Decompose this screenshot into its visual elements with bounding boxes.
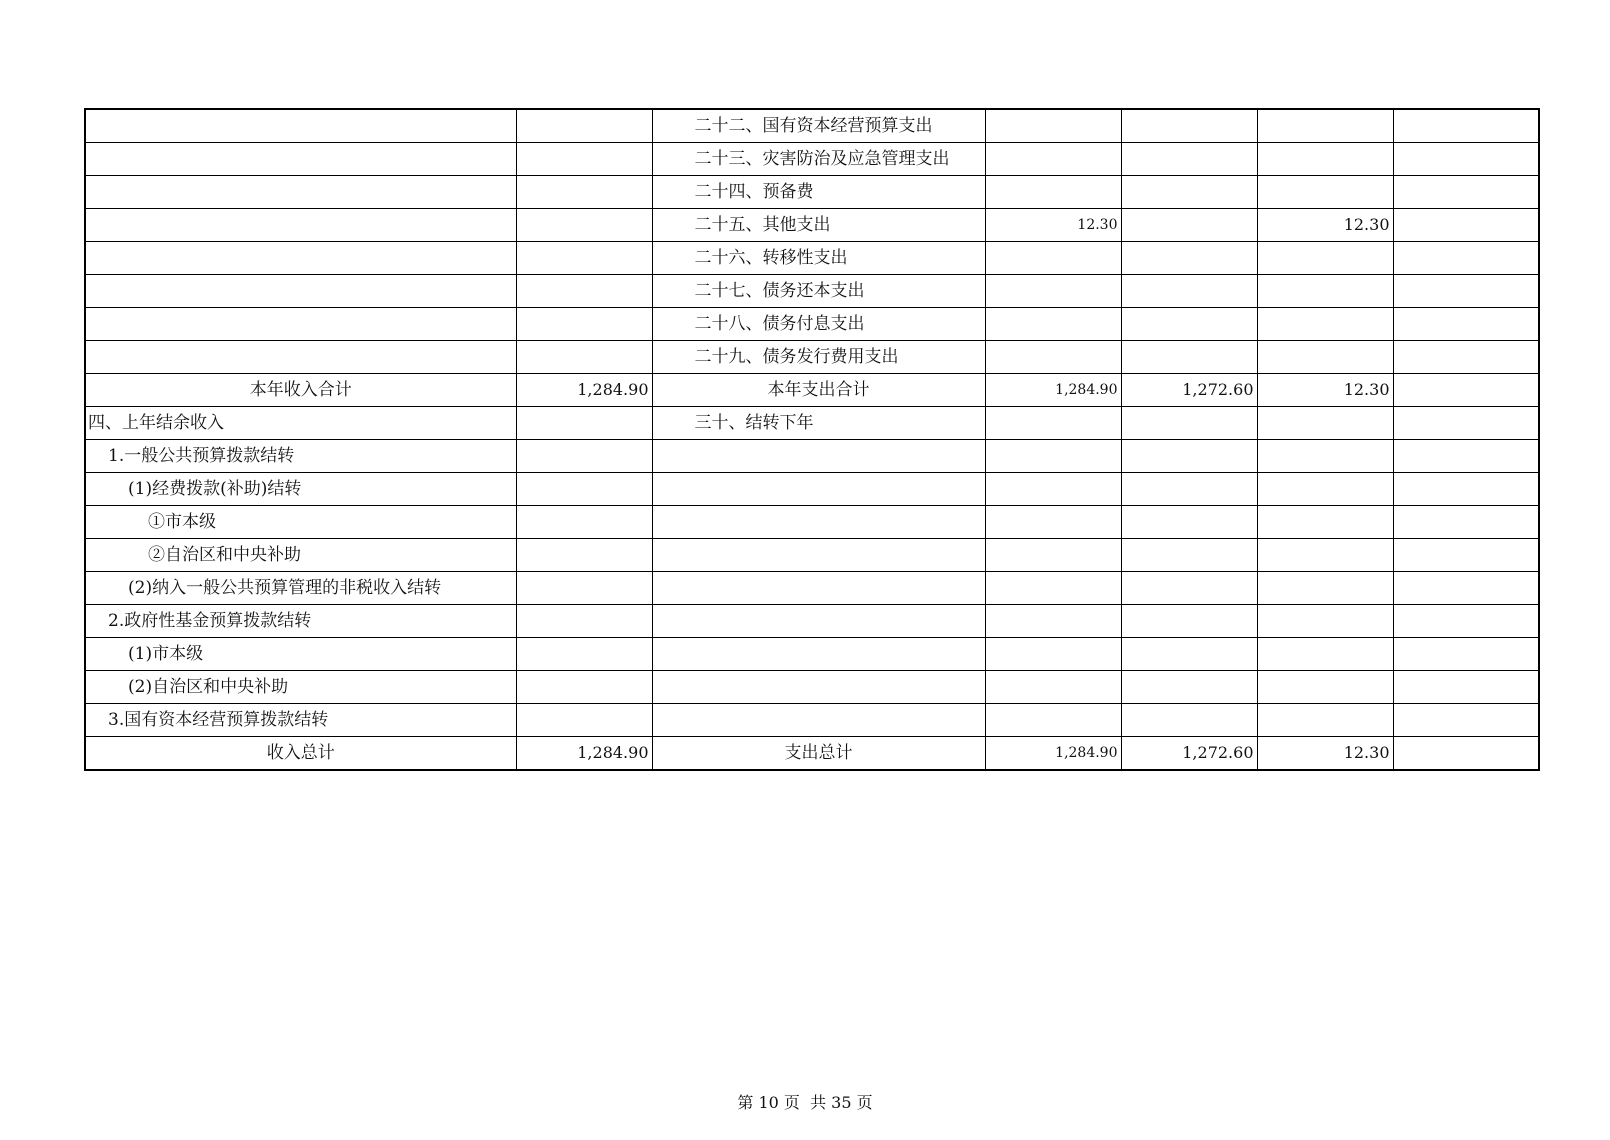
income-item-cell: 2.政府性基金预算拨款结转 [85,605,516,638]
expense-project-cell [1257,407,1393,440]
income-item-cell: ②自治区和中央补助 [85,539,516,572]
expense-basic-cell [1121,176,1257,209]
table-body [85,109,1539,770]
expense-item-cell [652,704,985,737]
expense-project-cell [1257,440,1393,473]
expense-total-cell [985,242,1121,275]
expense-basic-cell [1121,638,1257,671]
table-row [85,440,1539,473]
expense-project-cell [1257,275,1393,308]
expense-project-cell [1257,506,1393,539]
expense-basic-cell [1121,275,1257,308]
income-amount-cell [516,341,652,374]
income-item-cell [85,176,516,209]
income-amount-cell [516,440,652,473]
income-item-cell: 本年收入合计 [85,374,516,407]
expense-basic-cell [1121,308,1257,341]
expense-project-cell [1257,109,1393,143]
expense-other-cell [1393,671,1539,704]
expense-other-cell [1393,341,1539,374]
expense-other-cell [1393,176,1539,209]
income-item-cell: 收入总计 [85,737,516,771]
budget-table [84,108,1540,771]
expense-item-cell [652,605,985,638]
income-amount-cell [516,638,652,671]
expense-other-cell [1393,440,1539,473]
income-amount-cell [516,242,652,275]
expense-item-cell: 二十二、国有资本经营预算支出 [652,109,985,143]
expense-other-cell [1393,109,1539,143]
expense-other-cell [1393,572,1539,605]
expense-basic-cell [1121,242,1257,275]
expense-total-cell [985,605,1121,638]
income-item-cell: 四、上年结余收入 [85,407,516,440]
expense-other-cell [1393,308,1539,341]
expense-total-cell [985,308,1121,341]
expense-other-cell [1393,242,1539,275]
expense-total-cell [985,440,1121,473]
expense-item-cell [652,473,985,506]
expense-other-cell [1393,374,1539,407]
income-amount-cell [516,109,652,143]
income-amount-cell [516,572,652,605]
expense-other-cell [1393,737,1539,771]
expense-item-cell [652,671,985,704]
expense-project-cell [1257,539,1393,572]
income-item-cell: (2)自治区和中央补助 [85,671,516,704]
expense-total-cell [985,407,1121,440]
expense-project-cell: 12.30 [1257,737,1393,771]
expense-item-cell: 支出总计 [652,737,985,771]
income-amount-cell [516,506,652,539]
expense-project-cell [1257,473,1393,506]
expense-item-cell [652,539,985,572]
income-amount-cell [516,209,652,242]
table-row [85,176,1539,209]
table-row [85,671,1539,704]
income-item-cell [85,143,516,176]
income-amount-cell [516,275,652,308]
table-row [85,242,1539,275]
expense-project-cell [1257,242,1393,275]
table-row [85,407,1539,440]
table-row [85,275,1539,308]
income-amount-cell [516,605,652,638]
expense-project-cell [1257,638,1393,671]
expense-other-cell [1393,638,1539,671]
expense-basic-cell [1121,109,1257,143]
expense-total-cell [985,341,1121,374]
income-item-cell [85,308,516,341]
expense-total-cell [985,671,1121,704]
expense-item-cell: 二十六、转移性支出 [652,242,985,275]
expense-basic-cell [1121,572,1257,605]
expense-basic-cell [1121,704,1257,737]
table-row [85,539,1539,572]
expense-total-cell: 12.30 [985,209,1121,242]
expense-total-cell [985,539,1121,572]
income-item-cell: 3.国有资本经营预算拨款结转 [85,704,516,737]
expense-basic-cell [1121,209,1257,242]
income-item-cell [85,275,516,308]
expense-item-cell: 本年支出合计 [652,374,985,407]
income-amount-cell [516,704,652,737]
expense-basic-cell [1121,407,1257,440]
expense-total-cell [985,109,1121,143]
expense-project-cell [1257,572,1393,605]
expense-other-cell [1393,275,1539,308]
expense-item-cell [652,440,985,473]
expense-basic-cell [1121,440,1257,473]
income-amount-cell [516,407,652,440]
income-item-cell [85,242,516,275]
expense-project-cell: 12.30 [1257,374,1393,407]
income-item-cell [85,209,516,242]
expense-other-cell [1393,143,1539,176]
expense-total-cell: 1,284.90 [985,737,1121,771]
expense-total-cell [985,143,1121,176]
income-amount-cell [516,176,652,209]
table-row [85,143,1539,176]
table-row [85,209,1539,242]
expense-item-cell: 二十三、灾害防治及应急管理支出 [652,143,985,176]
expense-basic-cell: 1,272.60 [1121,737,1257,771]
expense-project-cell: 12.30 [1257,209,1393,242]
expense-project-cell [1257,671,1393,704]
expense-total-cell: 1,284.90 [985,374,1121,407]
table-row [85,638,1539,671]
table-row [85,737,1539,771]
expense-other-cell [1393,539,1539,572]
income-item-cell: (2)纳入一般公共预算管理的非税收入结转 [85,572,516,605]
table-row [85,704,1539,737]
income-amount-cell [516,473,652,506]
expense-basic-cell [1121,506,1257,539]
expense-total-cell [985,506,1121,539]
income-item-cell: ①市本级 [85,506,516,539]
expense-project-cell [1257,341,1393,374]
expense-project-cell [1257,704,1393,737]
expense-total-cell [985,275,1121,308]
expense-other-cell [1393,407,1539,440]
table-row [85,473,1539,506]
income-item-cell: (1)市本级 [85,638,516,671]
income-amount-cell [516,539,652,572]
expense-basic-cell [1121,341,1257,374]
expense-item-cell: 二十五、其他支出 [652,209,985,242]
expense-basic-cell [1121,473,1257,506]
expense-item-cell: 三十、结转下年 [652,407,985,440]
expense-other-cell [1393,704,1539,737]
income-item-cell [85,341,516,374]
table-row [85,572,1539,605]
expense-other-cell [1393,506,1539,539]
table-row [85,308,1539,341]
expense-item-cell [652,638,985,671]
expense-basic-cell: 1,272.60 [1121,374,1257,407]
expense-total-cell [985,704,1121,737]
income-item-cell: (1)经费拨款(补助)结转 [85,473,516,506]
page-number: 第 10 页 共 35 页 [737,1093,873,1112]
expense-other-cell [1393,473,1539,506]
income-item-cell: 1.一般公共预算拨款结转 [85,440,516,473]
income-amount-cell: 1,284.90 [516,374,652,407]
expense-item-cell: 二十九、债务发行费用支出 [652,341,985,374]
expense-item-cell: 二十四、预备费 [652,176,985,209]
expense-item-cell: 二十七、债务还本支出 [652,275,985,308]
expense-total-cell [985,572,1121,605]
table-row [85,341,1539,374]
expense-project-cell [1257,308,1393,341]
expense-other-cell [1393,605,1539,638]
expense-total-cell [985,473,1121,506]
expense-basic-cell [1121,143,1257,176]
expense-basic-cell [1121,671,1257,704]
table-row [85,506,1539,539]
expense-project-cell [1257,176,1393,209]
table-row [85,374,1539,407]
expense-project-cell [1257,143,1393,176]
expense-item-cell: 二十八、债务付息支出 [652,308,985,341]
expense-project-cell [1257,605,1393,638]
expense-basic-cell [1121,605,1257,638]
expense-item-cell [652,572,985,605]
expense-item-cell [652,506,985,539]
income-amount-cell [516,671,652,704]
table-row [85,109,1539,143]
expense-total-cell [985,176,1121,209]
income-amount-cell: 1,284.90 [516,737,652,771]
expense-basic-cell [1121,539,1257,572]
expense-total-cell [985,638,1121,671]
income-amount-cell [516,143,652,176]
income-item-cell [85,109,516,143]
table-row [85,605,1539,638]
income-amount-cell [516,308,652,341]
expense-other-cell [1393,209,1539,242]
